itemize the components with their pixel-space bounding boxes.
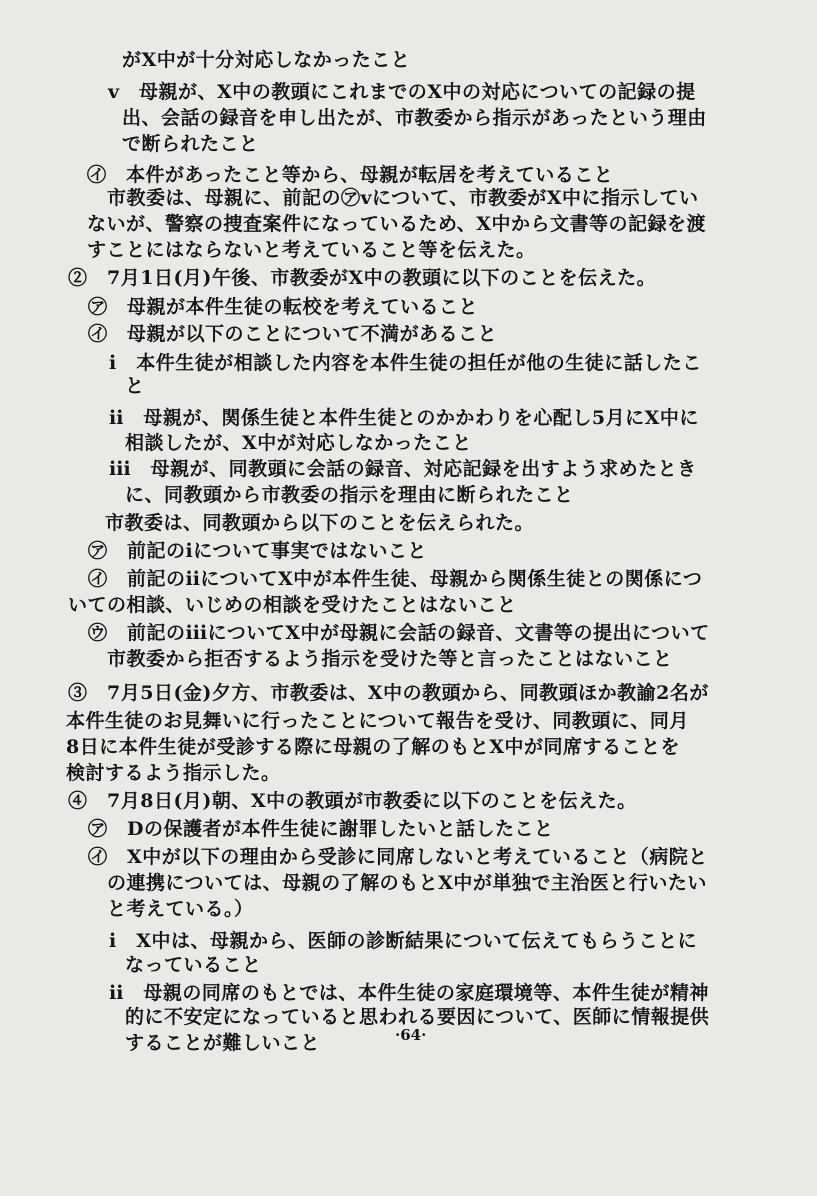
text-line: ㋐ 母親が本件生徒の転校を考えていること	[88, 296, 479, 318]
text-line: と	[125, 375, 145, 397]
text-line: で断られたこと	[122, 133, 259, 155]
text-line: ⅰ 本件生徒が相談した内容を本件生徒の担任が他の生徒に話したこ	[109, 352, 702, 374]
text-line: ㋐ 前記のⅰについて事実ではないこと	[88, 540, 427, 562]
text-line: なっていること	[125, 954, 262, 976]
text-line: 出、会話の録音を申し出たが、市教委から指示があったという理由	[122, 107, 707, 129]
text-line: 8日に本件生徒が受診する際に母親の了解のもとX中が同席することを	[66, 736, 680, 758]
text-line: の連携については、母親の了解のもとX中が単独で主治医と行いたい	[107, 872, 707, 894]
text-line: ないが、警察の捜査案件になっているため、X中から文書等の記録を渡	[87, 213, 706, 235]
text-line: ㋒ 前記のⅲについてX中が母親に会話の録音、文書等の提出について	[88, 622, 710, 644]
text-line: ㋑ X中が以下の理由から受診に同席しないと考えていること（病院と	[88, 846, 708, 868]
text-line: ③ 7月5日(金)夕方、市教委は、X中の教頭から、同教頭ほか教諭2名が	[68, 682, 709, 704]
text-line: 相談したが、X中が対応しなかったこと	[125, 432, 472, 454]
text-line: ⅰ X中は、母親から、医師の診断結果について伝えてもらうことに	[109, 930, 698, 952]
text-line: v 母親が、X中の教頭にこれまでのX中の対応についての記録の提	[108, 81, 696, 103]
text-line: ⅱ 母親の同席のもとでは、本件生徒の家庭環境等、本件生徒が精神	[109, 982, 709, 1004]
text-line: 本件生徒のお見舞いに行ったことについて報告を受け、同教頭に、同月	[66, 710, 689, 732]
page-number: ·64·	[395, 1026, 427, 1044]
text-line: ④ 7月8日(月)朝、X中の教頭が市教委に以下のことを伝えた。	[68, 790, 637, 812]
text-line: ㋐ Dの保護者が本件生徒に謝罪したいと話したこと	[88, 818, 554, 840]
text-line: がX中が十分対応しなかったこと	[122, 49, 411, 71]
text-line: ㋑ 母親が以下のことについて不満があること	[88, 323, 498, 345]
text-line: と考えている。）	[107, 898, 254, 920]
text-line: 検討するよう指示した。	[66, 762, 281, 784]
text-line: 市教委から拒否するよう指示を受けた等と言ったことはないこと	[107, 648, 673, 670]
text-line: ㋑ 前記のⅱについてX中が本件生徒、母親から関係生徒との関係につ	[88, 568, 703, 590]
text-line: 的に不安定になっていると思われる要因について、医師に情報提供	[125, 1006, 710, 1028]
text-line: に、同教頭から市教委の指示を理由に断られたこと	[125, 484, 574, 506]
text-line: ⅲ 母親が、同教頭に会話の録音、対応記録を出すよう求めたとき	[109, 458, 697, 480]
text-line: 市教委は、同教頭から以下のことを伝えられた。	[105, 512, 535, 534]
text-line: 市教委は、母親に、前記の㋐ⅴについて、市教委がX中に指示してい	[107, 187, 699, 209]
text-line: ⅱ 母親が、関係生徒と本件生徒とのかかわりを心配し5月にX中に	[109, 407, 699, 429]
text-line: ㋑ 本件があったこと等から、母親が転居を考えていること	[87, 164, 614, 186]
text-line: ② 7月1日(月)午後、市教委がX中の教頭に以下のことを伝えた。	[68, 267, 657, 289]
text-line: いての相談、いじめの相談を受けたことはないこと	[68, 594, 517, 616]
text-line: することが難しいこと	[125, 1032, 321, 1054]
text-line: すことにはならないと考えていること等を伝えた。	[87, 239, 536, 261]
